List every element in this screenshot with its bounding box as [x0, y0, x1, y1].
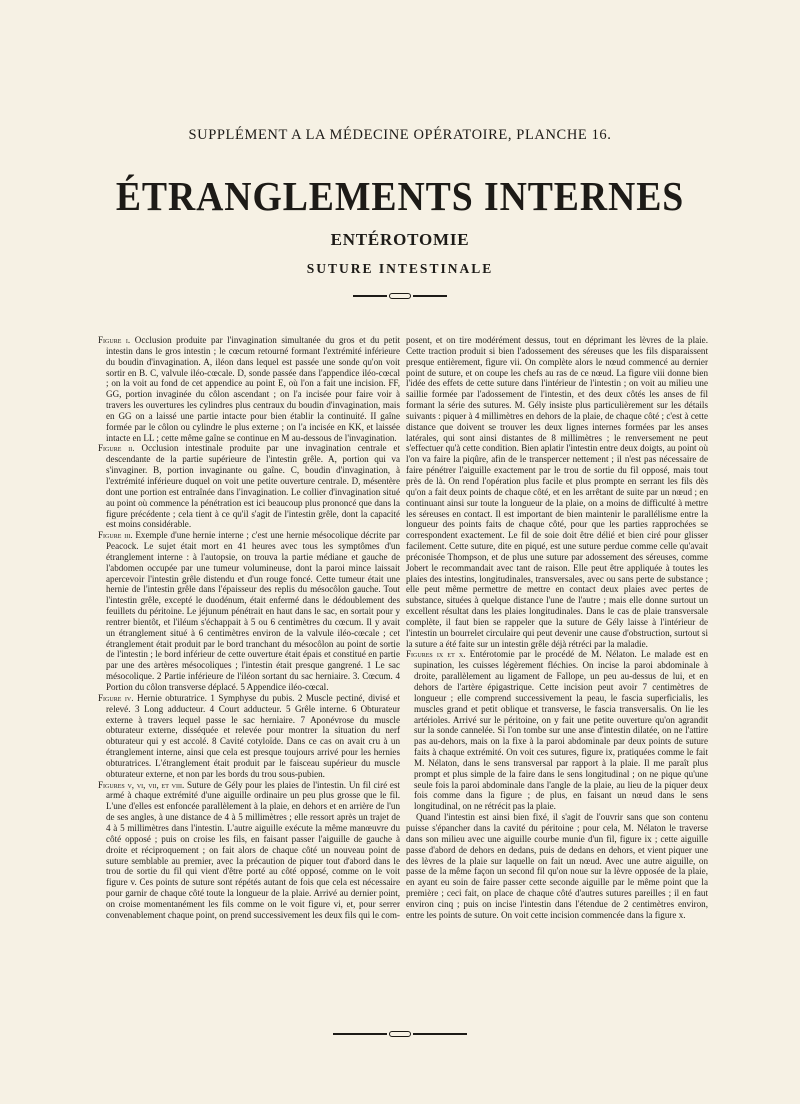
figure-entry: Figure ii. Occlusion intestinale produite par une invagination centrale et descendante de la partie supérieure de l'intestin grêle. A, portion qui va s'invaginer. B, portion invaginante ou gaîne. C, boudin d'invagination, à l'extrémité inférieure duquel on voit une petite ouverture centrale. D, mésentère dont une portion est entraînée dans l'invagination. Le collier d'invagination situé au point où commence la pénétration est ici beaucoup plus prononcé que dans la figure précédente ; cela tient à ce qu'il s'agit de l'intestin grêle, dont la capacité est moins considérable.: [98, 443, 400, 530]
left-column: [98, 335, 400, 921]
figure-entry: Figure i. Occlusion produite par l'invagination simultanée du gros et du petit intestin dans le gros intestin ; le cœcum retourné formant l'extrémité inférieure du boudin d'invagination. A, iléon dans lequel est passée une sonde qu'on voit sortir en B. C, valvule iléo-cœcale. D, sonde passée dans l'appendice iléo-cœcal ; on la voit au fond de cet appendice au point E, où l'on a fait une incision. FF, GG, portion invaginée du côlon ascendant ; on l'a incisée pour faire voir à travers les ouvertures les cylindres plus centraux du boudin d'invagination, mais en GG on a laissé une partie intacte pour bien établir la continuité. II gaîne formée par le côlon ou cylindre le plus externe ; on l'a incisée en KK, et laissée intacte en LL ; cette même gaîne se continue en M au-dessous de l'invagination.: [98, 335, 400, 443]
figure-entry: Figure iv. Hernie obturatrice. 1 Symphyse du pubis. 2 Muscle pectiné, divisé et relevé. 3 Long adducteur. 4 Court adducteur. 5 Grêle interne. 6 Obturateur externe à travers lequel passe le sac herniaire. 7 Aponévrose du muscle obturateur externe, disséquée et relevée pour montrer la situation du nerf obturateur qui y est accolé. 8 Cavité cotyloïde. Dans ce cas on avait cru à un étranglement interne, ainsi que cela est presque toujours arrivé pour les hernies obturatrices. L'étranglement était produit par le faisceau supérieur du muscle obturateur externe, et non par les bords du trou sous-pubien.: [98, 692, 400, 779]
page-subtitle: ENTÉROTOMIE: [330, 230, 470, 249]
text-paragraph: Quand l'intestin est ainsi bien fixé, il s'agit de l'ouvrir sans que son contenu puisse s'épancher dans la cavité du péritoine ; pour cela, M. Nélaton le traverse dans son milieu avec une aiguille courbe munie d'un fil, figure ix ; cette aiguille passe d'abord de dehors en dedans, puis de dedans en dehors, et vient piquer une des lèvres de la plaie sur laquelle on fait un nœud. Avec une autre aiguille, on passe de la même façon un second fil qu'on noue sur la lèvre opposée de la plaie, en ayant eu soin de faire passer cette seconde aiguille par le même point que la première ; ceci fait, on place de chaque côté d'autres sutures pareilles ; il en faut environ cinq ; puis on incise l'intestin dans l'étendue de 2 centimètres environ, entre les points de suture. On voit cette incision commencée dans la figure x.: [406, 812, 708, 920]
page-subsubtitle: SUTURE INTESTINALE: [306, 261, 494, 276]
right-column: [406, 335, 708, 921]
page-title: ÉTRANGLEMENTS INTERNES: [115, 173, 685, 219]
text-paragraph: posent, et on tire modérément dessus, tout en déprimant les lèvres de la plaie. Cette traction produit si bien l'adossement des séreuses que les fils disparaissent presque entièrement, figure vii. On complète alors le nœud commencé au dernier point de suture, et on coupe les chefs au ras de ce nœud. La figure viii donne bien l'idée des effets de cette suture dans l'intérieur de l'intestin ; on voit au milieu une saillie formée par l'adossement de l'intestin, et des deux côtés les anses de fil formant la série des sutures. M. Gély insiste plus particulièrement sur les détails suivants : piquer à 4 millimètres en dehors de la plaie, de chaque côté ; c'est à cette distance que doivent se trouver les deux lignes internes formées par les anses latérales, qui sont ainsi distantes de 8 millimètres ; le renversement ne peut s'effectuer qu'à cette condition. Bien aplatir l'intestin entre deux doigts, au point où l'on va faire la piqûre, afin de le transpercer nettement ; il n'est pas nécessaire de faire pénétrer l'aiguille exactement par le trou de sortie du fil opposé, mais tout près de là. On rend l'opération plus facile et plus prompte en serrant les fils dès qu'on a fait deux points de chaque côté, et en les arrêtant de suite par un nœud ; en continuant ainsi sur toute la longueur de la plaie, on a moins de difficulté à mettre les séreuses en contact. Il est important de bien maintenir le parallélisme entre la longueur des points faits de chaque côté, pour que les parties rapprochées se correspondent exactement. Le fil de soie doit être délié et bien ciré pour glisser facilement. Cette suture, dite en piqué, est une suture perdue comme celle qu'avait préconisée Thompson, et de plus une suture par adossement des séreuses, comme Jobert le recommandait avec tant de raison. Elle peut être appliquée à toutes les plaies des intestins, longitudinales, transversales, avec ou sans perte de substance ; elle peut même permettre de mettre en contact deux plaies avec pertes de substance, situées à quelque distance l'une de l'autre ; mais elle donne surtout un excellent résultat dans les plaies longitudinales. Dans le cas de plaie transversale complète, il faut bien se rappeler que la suture de Gély laisse à l'intérieur de l'intestin un bourrelet circulaire qui peut devenir une cause d'obstruction, surtout si la suture a été faite sur un intestin grêle déjà rétréci par la maladie.: [406, 335, 708, 649]
figure-entry: Figures ix et x. Entérotomie par le procédé de M. Nélaton. Le malade est en supination, les cuisses légèrement fléchies. On incise la paroi abdominale à droite, parallèlement au ligament de Fallope, un peu au-dessus de lui, et en dehors de l'artère épigastrique. Cette incision peut avoir 7 centimètres de longueur ; elle comprend successivement la peau, le fascia superficialis, les muscles grand et petit oblique et transverse, le fascia transversalis. On lie les artérioles. Arrivé sur le péritoine, on y fait une petite ouverture qu'on agrandit sur la sonde cannelée. Si l'on tombe sur une anse d'intestin dilatée, on ne l'attire pas au-dehors, mais on la fixe à la paroi abdominale par deux points de suture faits à chaque extrémité. On voit ces sutures, figure ix, pratiquées comme le fait M. Nélaton, dans le sens transversal par rapport à la plaie. Il me paraît plus prompt et plus simple de la faire dans le sens longitudinal ; on ne pique qu'une seule fois la paroi abdominale dans l'angle de la plaie, au lieu de la piquer deux fois comme dans la figure ; de plus, en faisant un nœud dans le sens longitudinal, on ne rétrécit pas la plaie.: [406, 649, 708, 812]
supplement-heading: SUPPLÉMENT A LA MÉDECINE OPÉRATOIRE, PLANCHE 16.: [188, 127, 612, 143]
ornament-divider-bottom: [330, 1030, 470, 1038]
figure-entry: Figure iii. Exemple d'une hernie interne ; c'est une hernie mésocolique décrite par Peacock. Le sujet était mort en 41 heures avec tous les symptômes d'un étranglement interne : à l'autopsie, on trouva la partie médiane et gauche de l'abdomen occupée par une tumeur volumineuse, dont la paroi mince laissait apercevoir l'intestin grêle distendu et d'un rouge foncé. Cette tumeur était une hernie de l'intestin grêle dans l'épaisseur des replis du mésocôlon gauche. Tout l'intestin grêle, excepté le duodénum, était enfermé dans le dédoublement des feuillets du péritoine. Le jéjunum pénétrait en haut dans le sac, en sortait pour y rentrer bientôt, et l'iléum s'échappait à 5 ou 6 centimètres du cœcum. Il y avait un étranglement situé à 6 centimètres environ de la valvule iléo-cœcale ; cet étranglement était produit par le bord tranchant du mésocôlon au point de sortie de l'intestin ; le bord inférieur de cette ouverture était épais et constitué en partie par une des artères mésocoliques ; l'intestin était presque gangrené. 1 Le sac mésocolique. 2 Partie inférieure de l'iléon sortant du sac herniaire. 3. Cœcum. 4 Portion du côlon transverse déplacé. 5 Appendice iléo-cœcal.: [98, 530, 400, 692]
ornament-divider-top: [352, 292, 448, 300]
figure-entry: Figures v, vi, vii, et viii. Suture de Gély pour les plaies de l'intestin. Un fil ciré est armé à chaque extrémité d'une aiguille ordinaire un peu plus grosse que le fil. L'une d'elles est enfoncée parallèlement à la plaie, en dehors et en arrière de l'un de ses angles, à une distance de 4 à 5 millimètres ; elle ressort après un trajet de 4 à 5 millimètres dans l'intestin. L'autre aiguille exécute la même manœuvre du côté opposé ; puis on croise les fils, en faisant passer l'aiguille de gauche à droite et réciproquement ; on fait alors de chaque côté un nouveau point de suture semblable au premier, avec la précaution de piquer tout d'abord dans le trou de sortie du fil qui vient d'être porté au côté opposé, comme on le voit figure v. Ces points de suture sont répétés autant de fois que cela est nécessaire pour garnir de chaque côté toute la longueur de la plaie. Arrivé au dernier point, on croise momentanément les fils comme on le voit figure vi, et, pour serrer convenablement chaque point, on prend successivement les deux fils qui le com-: [98, 779, 401, 920]
